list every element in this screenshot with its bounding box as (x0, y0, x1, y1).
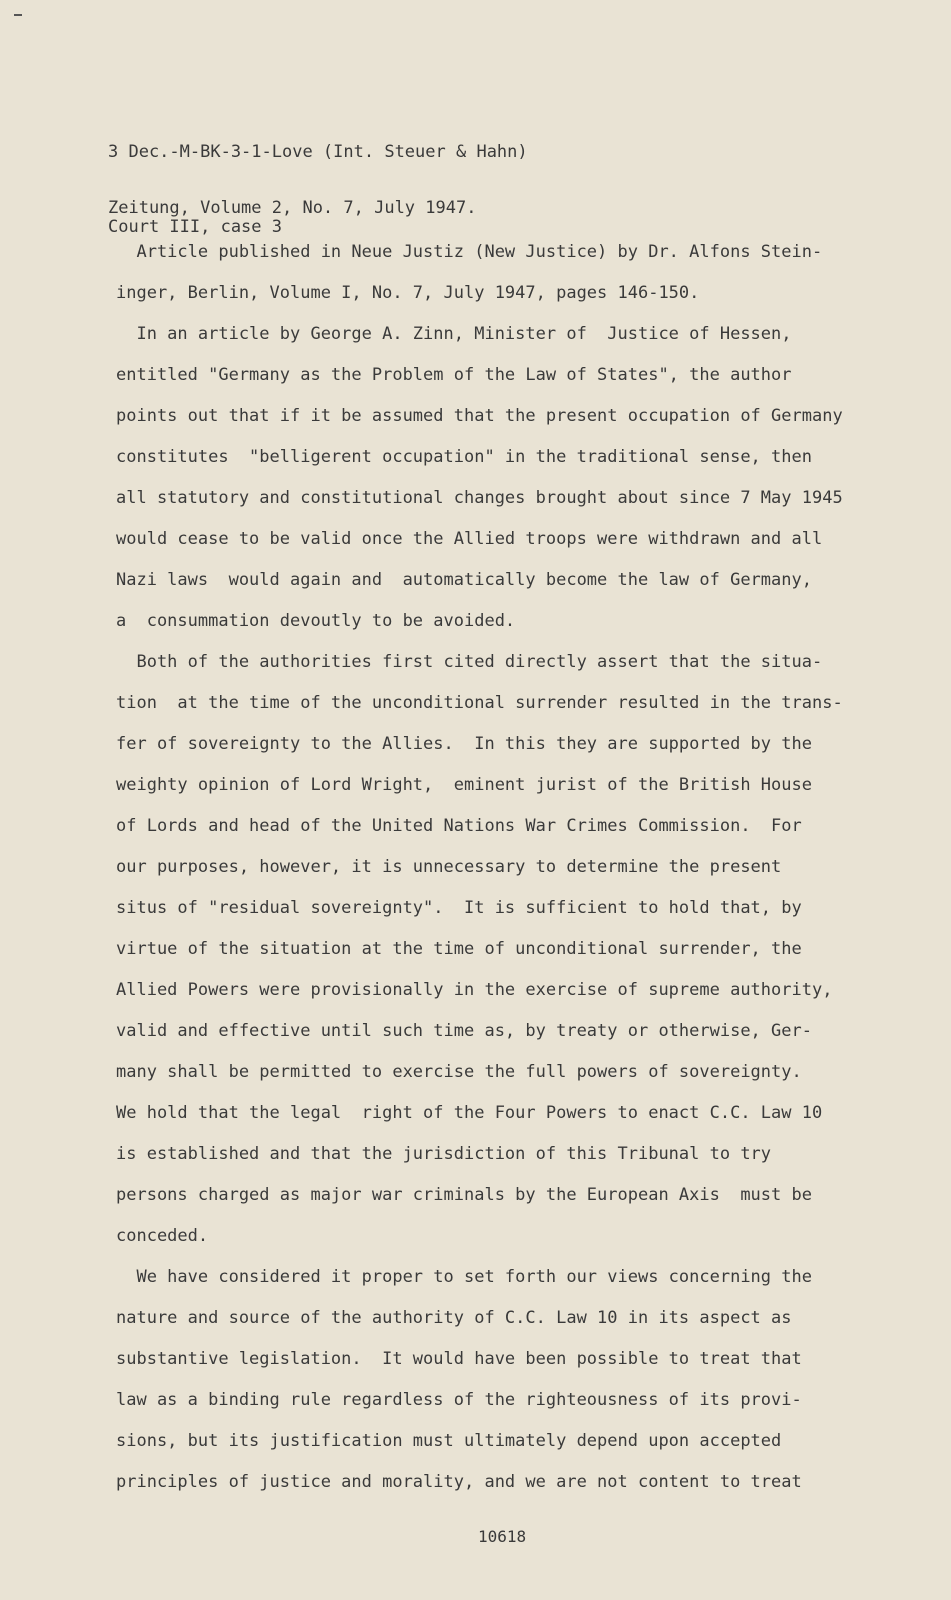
text-line: conceded. (116, 1226, 209, 1246)
text-line: of Lords and head of the United Nations War Crimes Commission. For (116, 816, 802, 836)
text-line: points out that if it be assumed that the present occupation of Germany (116, 406, 843, 426)
text-line: persons charged as major war criminals by the European Axis must be (116, 1185, 812, 1205)
header-line-2: Court III, case 3 (108, 217, 282, 237)
text-line: We hold that the legal right of the Four Powers to enact C.C. Law 10 (116, 1103, 823, 1123)
text-line: is established and that the jurisdiction of this Tribunal to try (116, 1144, 772, 1164)
text-line: valid and effective until such time as, by treaty or otherwise, Ger- (116, 1021, 812, 1041)
text-line: Nazi laws would again and automatically become the law of Germany, (116, 570, 812, 590)
text-line: nature and source of the authority of C.C. Law 10 in its aspect as (116, 1308, 792, 1328)
text-line: We have considered it proper to set forth our views concerning the (116, 1267, 812, 1287)
text-line: our purposes, however, it is unnecessary to determine the present (116, 857, 782, 877)
text-line: tion at the time of the unconditional surrender resulted in the trans- (116, 693, 843, 713)
text-line: would cease to be valid once the Allied troops were withdrawn and all (116, 529, 823, 549)
page-number: 10618 (478, 1527, 527, 1546)
body-text (116, 232, 851, 1503)
text-line: fer of sovereignty to the Allies. In this they are supported by the (116, 734, 812, 754)
text-line: constitutes "belligerent occupation" in the traditional sense, then (116, 447, 812, 467)
text-line: Both of the authorities first cited directly assert that the situa- (116, 652, 823, 672)
text-line: Article published in Neue Justiz (New Justice) by Dr. Alfons Stein- (116, 242, 823, 262)
text-line: many shall be permitted to exercise the full powers of sovereignty. (116, 1062, 802, 1082)
text-line: Allied Powers were provisionally in the exercise of supreme authority, (116, 980, 833, 1000)
text-line: virtue of the situation at the time of unconditional surrender, the (116, 939, 802, 959)
header-line-1: 3 Dec.-M-BK-3-1-Love (Int. Steuer & Hahn) (108, 142, 528, 162)
page-mark (14, 14, 22, 16)
text-line: situs of "residual sovereignty". It is sufficient to hold that, by (116, 898, 802, 918)
text-line: weighty opinion of Lord Wright, eminent jurist of the British House (116, 775, 812, 795)
text-line: all statutory and constitutional changes brought about since 7 May 1945 (116, 488, 843, 508)
source-citation: Zeitung, Volume 2, No. 7, July 1947. (108, 198, 477, 218)
text-line: sions, but its justification must ultimately depend upon accepted (116, 1431, 782, 1451)
text-line: entitled "Germany as the Problem of the Law of States", the author (116, 365, 792, 385)
text-line: inger, Berlin, Volume I, No. 7, July 1947, pages 146-150. (116, 283, 700, 303)
text-line: In an article by George A. Zinn, Minister of Justice of Hessen, (116, 324, 792, 344)
text-line: substantive legislation. It would have been possible to treat that (116, 1349, 802, 1369)
text-line: a consummation devoutly to be avoided. (116, 611, 516, 631)
text-line: principles of justice and morality, and we are not content to treat (116, 1472, 802, 1492)
text-line: law as a binding rule regardless of the righteousness of its provi- (116, 1390, 802, 1410)
